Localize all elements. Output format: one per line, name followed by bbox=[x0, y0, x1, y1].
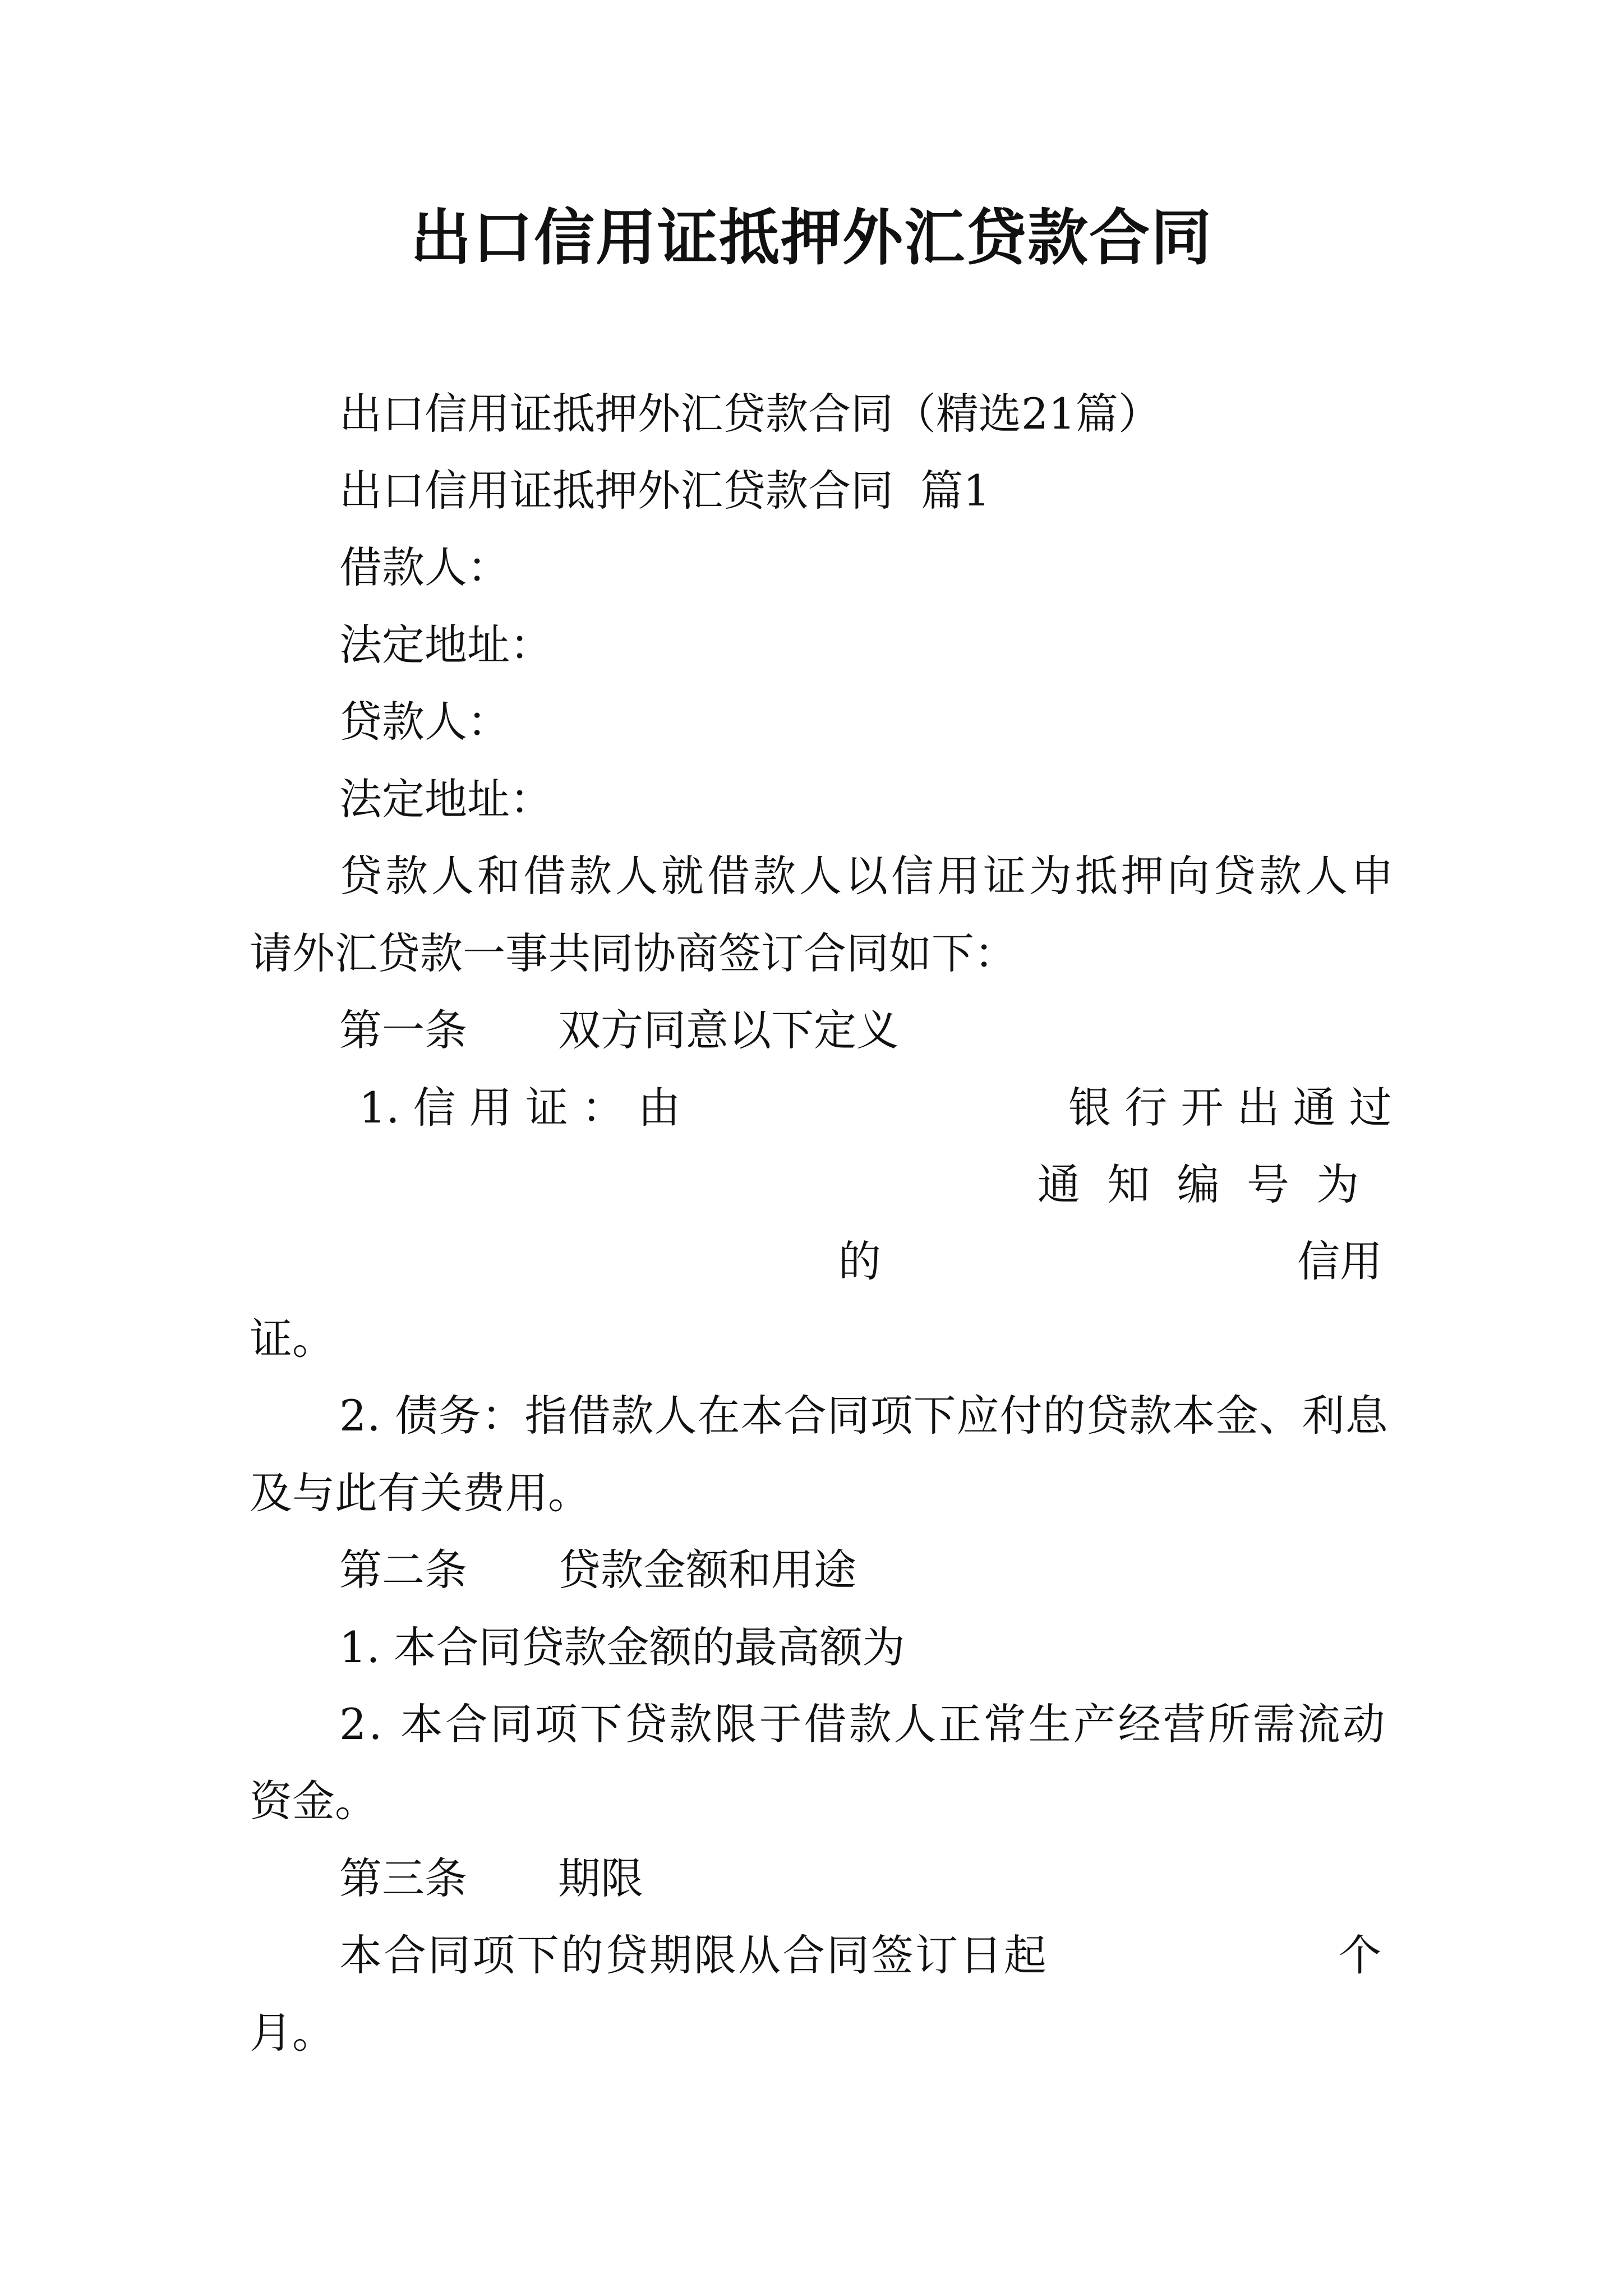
term-line-1: 本合同项下的贷期限从合同签订日起 bbox=[339, 1930, 1048, 1980]
loan-purpose-line-2: 资金。 bbox=[250, 1776, 377, 1826]
article-2-number: 第二条 bbox=[339, 1545, 467, 1595]
document-subtitle: 出口信用证抵押外汇贷款合同（精选21篇） bbox=[339, 389, 1161, 439]
lender-label: 贷款人： bbox=[339, 697, 510, 747]
term-line-2: 月。 bbox=[250, 2008, 335, 2058]
article-3-number: 第三条 bbox=[339, 1853, 467, 1903]
article-3-heading: 期限 bbox=[558, 1853, 643, 1903]
lender-address-label: 法定地址： bbox=[339, 774, 552, 824]
borrower-address-label: 法定地址： bbox=[339, 620, 552, 670]
document-title: 出口信用证抵押外汇贷款合同 bbox=[410, 203, 1212, 273]
lc-definition-bank: 银 行 开 出 通 过 bbox=[1068, 1083, 1392, 1133]
section-heading: 出口信用证抵押外汇贷款合同 篇1 bbox=[339, 466, 990, 516]
lc-definition-word: 信用 bbox=[1297, 1236, 1382, 1286]
article-2-heading: 贷款金额和用途 bbox=[558, 1545, 856, 1595]
debt-definition-line-1: 2. 债务：指借款人在本合同项下应付的贷款本金、利息 bbox=[339, 1391, 1389, 1441]
lc-definition-of: 的 bbox=[838, 1236, 881, 1286]
borrower-label: 借款人： bbox=[339, 542, 510, 592]
intro-paragraph-line-1: 贷款人和借款人就借款人以信用证为抵押向贷款人申 bbox=[339, 851, 1397, 901]
lc-definition-prefix: 1. 信 用 证 ： 由 bbox=[359, 1083, 681, 1133]
loan-amount-item: 1. 本合同贷款金额的最高额为 bbox=[339, 1622, 905, 1672]
term-months-unit: 个 bbox=[1339, 1930, 1381, 1980]
debt-definition-line-2: 及与此有关费用。 bbox=[250, 1468, 591, 1518]
article-1-heading: 双方同意以下定义 bbox=[558, 1005, 899, 1055]
intro-paragraph-line-2: 请外汇贷款一事共同协商签订合同如下： bbox=[250, 928, 1017, 978]
article-1-number: 第一条 bbox=[339, 1005, 467, 1055]
lc-definition-notice: 通 知 编 号 为 bbox=[1038, 1159, 1359, 1209]
lc-definition-end: 证。 bbox=[250, 1314, 335, 1364]
loan-purpose-line-1: 2. 本合同项下贷款限于借款人正常生产经营所需流动 bbox=[339, 1699, 1387, 1749]
